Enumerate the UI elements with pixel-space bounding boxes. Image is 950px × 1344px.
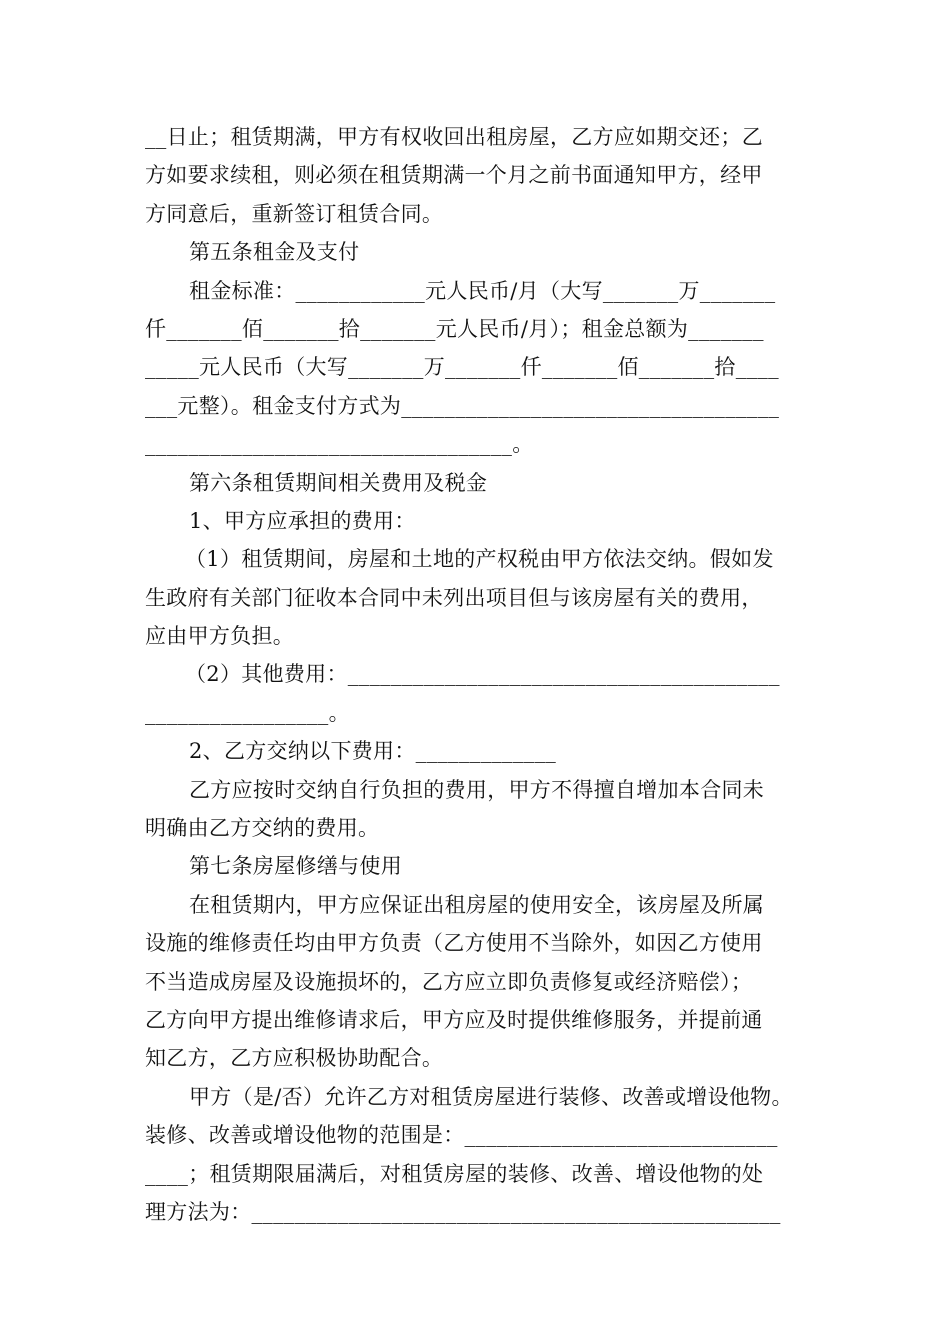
- text-line: 甲方（是/否）允许乙方对租赁房屋进行装修、改善或增设他物。: [189, 1084, 793, 1109]
- article-heading: 第六条租赁期间相关费用及税金: [189, 470, 488, 495]
- text-line: ____；租赁期限届满后，对租赁房屋的装修、改善、增设他物的处: [145, 1161, 764, 1186]
- text-line: 应由甲方负担。: [145, 624, 295, 649]
- text-line: 1、甲方应承担的费用：: [189, 508, 416, 533]
- text-line: 在租赁期内，甲方应保证出租房屋的使用安全，该房屋及所属: [189, 892, 765, 917]
- article-heading: 第五条租金及支付: [189, 240, 360, 265]
- text-line: 乙方应按时交纳自行负担的费用，甲方不得擅自增加本合同未: [189, 777, 765, 802]
- article-heading: 第七条房屋修缮与使用: [189, 854, 402, 879]
- text-line: 知乙方，乙方应积极协助配合。: [145, 1046, 444, 1071]
- text-line: _________________。: [145, 700, 350, 725]
- text-line: __日止；租赁期满，甲方有权收回出租房屋，乙方应如期交还；乙: [145, 125, 763, 149]
- text-line: ___元整）。租金支付方式为___________________________________: [145, 393, 780, 418]
- text-line: （1）租赁期间，房屋和土地的产权税由甲方依法交纳。假如发: [185, 547, 774, 572]
- text-line: 明确由乙方交纳的费用。: [145, 816, 380, 841]
- text-line: 设施的维修责任均由甲方负责（乙方使用不当除外，如因乙方使用: [145, 931, 763, 956]
- text-line: 租金标准：____________元人民币/月（大写_______万_______: [189, 278, 776, 303]
- text-line: 仟_______佰_______拾_______元人民币/月）；租金总额为_______: [145, 316, 764, 341]
- text-line: 装修、改善或增设他物的范围是：_____________________________: [145, 1123, 778, 1148]
- text-line: 方同意后，重新签订租赁合同。: [145, 201, 444, 226]
- text-line: 乙方向甲方提出维修请求后，甲方应及时提供维修服务，并提前通: [145, 1007, 763, 1032]
- text-line: 2、乙方交纳以下费用：_____________: [189, 739, 557, 764]
- text-line: （2）其他费用：________________________________________: [185, 662, 780, 687]
- text-line: 不当造成房屋及设施损坏的，乙方应立即负责修复或经济赔偿）；: [145, 969, 753, 994]
- text-line: _____元人民币（大写_______万_______仟_______佰_______拾____: [145, 355, 779, 380]
- text-line: __________________________________。: [145, 432, 534, 457]
- text-line: 生政府有关部门征收本合同中未列出项目但与该房屋有关的费用，: [145, 585, 763, 610]
- text-line: 理方法为：_________________________________________________: [145, 1199, 781, 1224]
- text-line: 方如要求续租，则必须在租赁期满一个月之前书面通知甲方，经甲: [145, 163, 763, 188]
